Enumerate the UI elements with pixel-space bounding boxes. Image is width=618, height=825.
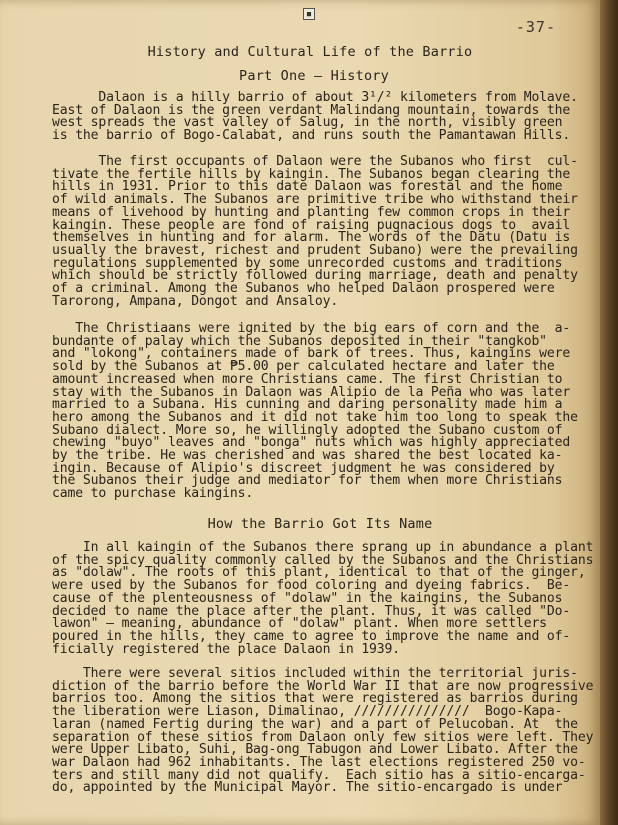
paragraph-name-origin bbox=[52, 540, 594, 657]
page-number: -37- bbox=[515, 18, 556, 36]
text-line: were Upper Libato, Suhi, Bag-ong Tabugon and Lower Libato. After the bbox=[52, 742, 578, 758]
text-line: Tarorong, Ampana, Dongot and Ansaloy. bbox=[52, 293, 339, 309]
text-line: ficially registered the place Dalaon in 1939. bbox=[52, 641, 400, 657]
text-line: barrios too. Among the sitios that were registered as barrios during bbox=[52, 691, 578, 707]
text-line: came to purchase kaingins. bbox=[52, 486, 254, 502]
text-line: means of livehood by hunting and planting few common crops in their bbox=[52, 204, 571, 220]
text-line: tivate the fertile hills by kaingin. The Subanos began clearing the bbox=[52, 166, 571, 182]
text-line: war Dalaon had 962 inhabitants. The last elections registered 250 vo- bbox=[52, 754, 586, 770]
text-line: kaingin. These people are fond of raising pugnacious dogs to avail bbox=[52, 217, 571, 233]
text-line: poured in the hills, they came to agree to improve the name and of- bbox=[52, 628, 571, 644]
text-line: The first occupants of Dalaon were the Subanos who first cul- bbox=[52, 154, 578, 169]
text-line: stay with the Subanos in Dalaon was Alipio de la Peña who was later bbox=[52, 384, 571, 400]
text-line: as "dolaw". The roots of this plant, identical to that of the ginger, bbox=[52, 565, 586, 581]
paragraph-first-occupants bbox=[52, 156, 587, 308]
text-line: hero among the Subanos and it did not take him too long to speak the bbox=[52, 409, 578, 425]
text-line: Dalaon is a hilly barrio of about 3¹/² kilometers from Molave. bbox=[52, 90, 578, 105]
text-line: west spreads the vast valley of Salug, in the north, visibly green bbox=[52, 115, 563, 131]
text-line: by the tribe. He was cherished and was shared the best located ka- bbox=[52, 448, 563, 464]
text-line: cause of the plenteousness of "dolaw" in the kaingins, the Subanos bbox=[52, 590, 563, 606]
text-line: There were several sitios included within the territorial juris- bbox=[52, 666, 578, 681]
text-line: which should be strictly followed during marriage, death and penalty bbox=[52, 268, 578, 284]
text-line: Subano dialect. More so, he willingly adopted the Subano custom of bbox=[52, 422, 563, 438]
text-line: themselves in hunting and for alarm. The words of the Datu (Datu is bbox=[52, 230, 571, 246]
text-line: ingin. Because of Alipio's discreet judgment he was considered by bbox=[52, 460, 555, 476]
text-line: amount increased when more Christians came. The first Christian to bbox=[52, 371, 563, 387]
text-line: and "lokong", containers made of bark of trees. Thus, kaingins were bbox=[52, 346, 571, 362]
text-line: is the barrio of Bogo-Calabat, and runs south the Pamantawan Hills. bbox=[52, 128, 571, 144]
text-line: laran (named Fertig during the war) and a part of Pelucoban. At the bbox=[52, 716, 578, 732]
text-line: East of Dalaon is the green verdant Malindang mountain, towards the bbox=[52, 102, 571, 118]
text-line: the Subanos their judge and mediator for them when more Christians bbox=[52, 473, 563, 489]
section-heading: How the Barrio Got Its Name bbox=[207, 516, 433, 532]
paragraph-sitios bbox=[52, 666, 594, 796]
text-line: were used by the Subanos for food coloring and dyeing fabrics. Be- bbox=[52, 578, 571, 594]
paragraph-location bbox=[52, 92, 587, 143]
book-spine bbox=[600, 0, 618, 825]
text-line: the liberation were Liason, Dimalinao, /////////////// Bogo-Kapa- bbox=[52, 704, 563, 720]
text-line: sold by the Subanos at ₱5.00 per calculated hectare and later the bbox=[52, 359, 555, 375]
text-line: decided to name the place after the plant. Thus, it was called "Do- bbox=[52, 603, 571, 619]
text-line: usually the bravest, richest and prudent Subano) were the prevailing bbox=[52, 242, 578, 258]
text-line: of a criminal. Among the Subanos who helped Dalaon prospered were bbox=[52, 281, 555, 297]
text-line: ters and still many did not qualify. Each sitio has a sitio-encarga- bbox=[52, 767, 586, 783]
text-line: lawon" — meaning, abundance of "dolaw" plant. When more settlers bbox=[52, 616, 547, 632]
text-line: bundante of palay which the Subanos deposited in their "tangkob" bbox=[52, 333, 547, 349]
paragraph-christians bbox=[52, 323, 587, 501]
text-line: The Christiaans were ignited by the big ears of corn and the a- bbox=[52, 321, 571, 336]
text-line: separation of these sitios from Dalaon only few sitios were left. They bbox=[52, 729, 594, 745]
text-line: regulations supplemented by some unrecorded customs and traditions bbox=[52, 255, 563, 271]
text-line: married to a Subana. His cunning and daring personality made him a bbox=[52, 397, 563, 413]
text-line: hills in 1931. Prior to this date Dalaon was forestal and the home bbox=[52, 179, 563, 195]
text-line: diction of the barrio before the World War II that are now progressive bbox=[52, 678, 594, 694]
part-heading: Part One — History bbox=[239, 68, 389, 84]
text-line: of the spicy quality commonly called by the Subanos and the Christians bbox=[52, 552, 594, 568]
text-line: of wild animals. The Subanos are primitive tribe who withstand their bbox=[52, 192, 578, 208]
text-line: do, appointed by the Municipal Mayor. The sitio-encargado is under bbox=[52, 780, 563, 796]
text-line: In all kaingin of the Subanos there sprang up in abundance a plant bbox=[52, 540, 594, 555]
document-title: History and Cultural Life of the Barrio bbox=[147, 44, 473, 60]
text-line: chewing "buyo" leaves and "bonga" nuts which was highly appreciated bbox=[52, 435, 571, 451]
clip-mark: ■ bbox=[303, 8, 315, 20]
